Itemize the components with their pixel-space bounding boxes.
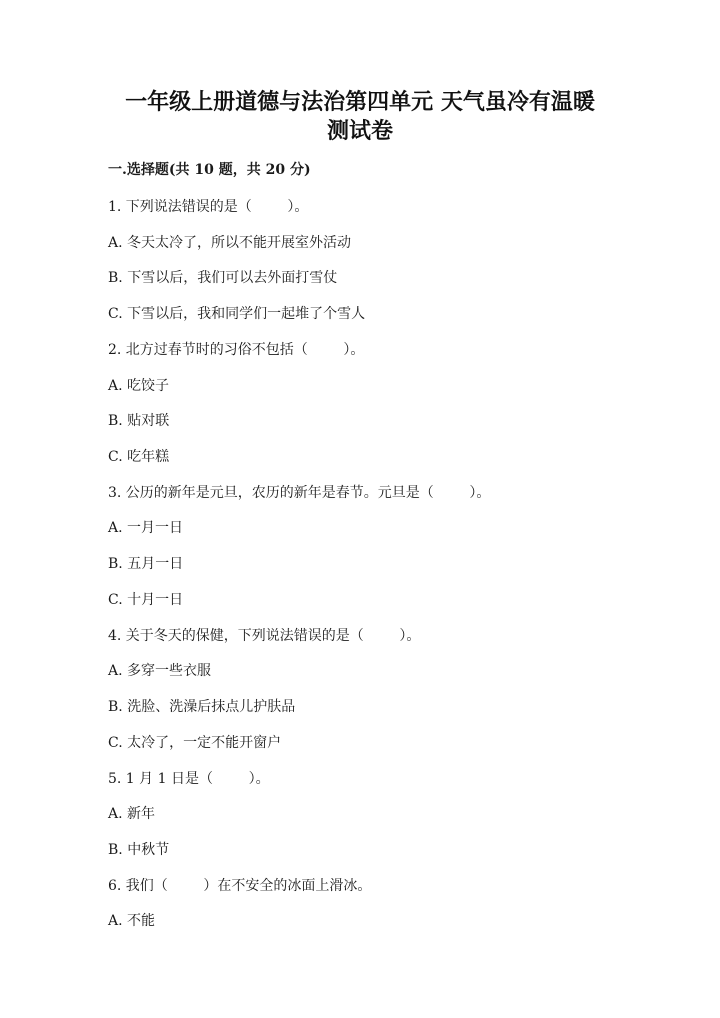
- question-option: A. 吃饺子: [108, 378, 170, 394]
- question-option: C. 下雪以后，我和同学们一起堆了个雪人: [108, 306, 366, 322]
- question-stem: 6. 我们（ ）在不安全的冰面上滑冰。: [108, 878, 372, 894]
- question-option: C. 吃年糕: [108, 449, 170, 465]
- question-option: B. 贴对联: [108, 413, 170, 429]
- question-option: B. 中秋节: [108, 842, 170, 858]
- question-option: C. 太冷了，一定不能开窗户: [108, 735, 282, 751]
- question-option: A. 一月一日: [108, 520, 184, 536]
- question-option: B. 五月一日: [108, 556, 184, 572]
- question-option: A. 不能: [108, 913, 156, 929]
- question-stem: 1. 下列说法错误的是（ ）。: [108, 199, 309, 215]
- question-stem: 5. 1 月 1 日是（ ）。: [108, 771, 270, 787]
- section-heading: 一.选择题(共 10 题，共 20 分): [108, 162, 311, 178]
- question-stem: 3. 公历的新年是元旦，农历的新年是春节。元旦是（ ）。: [108, 485, 491, 501]
- question-option: B. 下雪以后，我们可以去外面打雪仗: [108, 270, 338, 286]
- question-stem: 2. 北方过春节时的习俗不包括（ ）。: [108, 342, 365, 358]
- question-stem: 4. 关于冬天的保健，下列说法错误的是（ ）。: [108, 628, 421, 644]
- page-subtitle: 测试卷: [326, 118, 393, 144]
- question-option: A. 多穿一些衣服: [108, 663, 212, 679]
- page-title: 一年级上册道德与法治第四单元 天气虽冷有温暖: [125, 89, 595, 115]
- question-option: A. 新年: [108, 806, 156, 822]
- question-option: B. 洗脸、洗澡后抹点儿护肤品: [108, 699, 296, 715]
- question-option: A. 冬天太冷了，所以不能开展室外活动: [108, 235, 352, 251]
- question-option: C. 十月一日: [108, 592, 184, 608]
